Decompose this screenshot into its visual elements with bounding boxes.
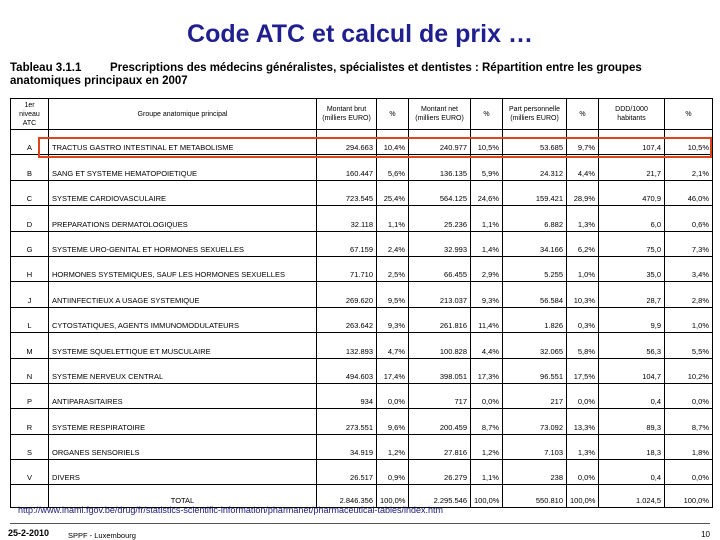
table-row [11, 180, 713, 205]
table-row [11, 383, 713, 408]
cell-group: HORMONES SYSTEMIQUES, SAUF LES HORMONES SEXUELLES [49, 256, 317, 281]
cell-personal: 5.255 [503, 256, 567, 281]
cell-group: SYSTEME RESPIRATOIRE [49, 409, 317, 434]
cell-ddd: 104,7 [599, 358, 665, 383]
cell-net-pct: 1,4% [471, 231, 503, 256]
cell-ddd-pct: 1,0% [665, 307, 713, 332]
cell-gross-pct: 9,6% [377, 409, 409, 434]
cell-gross-pct: 0,0% [377, 383, 409, 408]
cell-net: 213.037 [409, 282, 471, 307]
cell-ddd-pct: 0,0% [665, 383, 713, 408]
cell-gross: 723.545 [317, 180, 377, 205]
cell-group: TRACTUS GASTRO INTESTINAL ET METABOLISME [49, 130, 317, 155]
cell-personal: 6.882 [503, 206, 567, 231]
cell-atc-code: S [11, 434, 49, 459]
cell-atc-code: R [11, 409, 49, 434]
cell-personal-pct: 17,5% [567, 358, 599, 383]
cell-group: SYSTEME URO-GENITAL ET HORMONES SEXUELLES [49, 231, 317, 256]
col-header-gross-pct: % [377, 99, 409, 130]
cell-net-pct: 10,5% [471, 130, 503, 155]
cell-gross-pct: 100,0% [377, 485, 409, 508]
table-row [11, 155, 713, 180]
cell-personal: 73.092 [503, 409, 567, 434]
cell-personal: 34.166 [503, 231, 567, 256]
cell-personal-pct: 1,3% [567, 434, 599, 459]
cell-personal: 550.810 [503, 485, 567, 508]
cell-gross: 494.603 [317, 358, 377, 383]
cell-net: 66.455 [409, 256, 471, 281]
cell-personal: 96.551 [503, 358, 567, 383]
cell-group: ORGANES SENSORIELS [49, 434, 317, 459]
col-header-ddd-pct: % [665, 99, 713, 130]
total-label: TOTAL [49, 485, 317, 508]
cell-gross: 934 [317, 383, 377, 408]
cell-atc-code: M [11, 333, 49, 358]
cell-group: SYSTEME CARDIOVASCULAIRE [49, 180, 317, 205]
cell-gross-pct: 25,4% [377, 180, 409, 205]
cell-net-pct: 1,1% [471, 460, 503, 485]
cell-ddd: 9,9 [599, 307, 665, 332]
table-row [11, 282, 713, 307]
cell-net: 564.125 [409, 180, 471, 205]
cell-atc-code: J [11, 282, 49, 307]
cell-gross: 269.620 [317, 282, 377, 307]
col-header-net-pct: % [471, 99, 503, 130]
cell-gross: 32.118 [317, 206, 377, 231]
cell-personal: 24.312 [503, 155, 567, 180]
cell-atc-code: L [11, 307, 49, 332]
cell-ddd: 21,7 [599, 155, 665, 180]
cell-atc-code: G [11, 231, 49, 256]
cell-atc-code: B [11, 155, 49, 180]
cell-group: ANTIPARASITAIRES [49, 383, 317, 408]
cell-gross-pct: 2,4% [377, 231, 409, 256]
cell-personal: 1.826 [503, 307, 567, 332]
cell-net-pct: 5,9% [471, 155, 503, 180]
slide-title: Code ATC et calcul de prix … [187, 20, 533, 48]
cell-ddd-pct: 8,7% [665, 409, 713, 434]
cell-ddd: 18,3 [599, 434, 665, 459]
cell-net-pct: 100,0% [471, 485, 503, 508]
cell-personal: 159.421 [503, 180, 567, 205]
cell-personal: 238 [503, 460, 567, 485]
cell-ddd-pct: 5,5% [665, 333, 713, 358]
cell-gross: 294.663 [317, 130, 377, 155]
cell-net: 2.295.546 [409, 485, 471, 508]
cell-gross-pct: 0,9% [377, 460, 409, 485]
cell-ddd-pct: 1,8% [665, 434, 713, 459]
cell-personal-pct: 0,0% [567, 460, 599, 485]
cell-personal: 217 [503, 383, 567, 408]
cell-group: PREPARATIONS DERMATOLOGIQUES [49, 206, 317, 231]
cell-group: SYSTEME NERVEUX CENTRAL [49, 358, 317, 383]
cell-net-pct: 0,0% [471, 383, 503, 408]
cell-gross-pct: 2,5% [377, 256, 409, 281]
cell-gross-pct: 10,4% [377, 130, 409, 155]
table-row [11, 358, 713, 383]
cell-gross-pct: 9,3% [377, 307, 409, 332]
cell-net: 261.816 [409, 307, 471, 332]
cell-net: 240.977 [409, 130, 471, 155]
table-row [11, 333, 713, 358]
cell-personal: 56.584 [503, 282, 567, 307]
cell-personal-pct: 6,2% [567, 231, 599, 256]
cell-ddd-pct: 10,5% [665, 130, 713, 155]
col-header-personal: Part personnelle (milliers EURO) [503, 99, 567, 130]
cell-net-pct: 1,1% [471, 206, 503, 231]
cell-net: 136.135 [409, 155, 471, 180]
table-caption [10, 62, 715, 88]
cell-net-pct: 17,3% [471, 358, 503, 383]
cell-atc-code: V [11, 460, 49, 485]
cell-ddd: 89,3 [599, 409, 665, 434]
atc-price-table [10, 98, 713, 508]
cell-group: ANTIINFECTIEUX A USAGE SYSTEMIQUE [49, 282, 317, 307]
cell-net: 398.051 [409, 358, 471, 383]
cell-personal-pct: 28,9% [567, 180, 599, 205]
table-row [11, 307, 713, 332]
cell-group: CYTOSTATIQUES, AGENTS IMMUNOMODULATEURS [49, 307, 317, 332]
cell-ddd-pct: 3,4% [665, 256, 713, 281]
cell-ddd: 6,0 [599, 206, 665, 231]
cell-group: SANG ET SYSTEME HEMATOPOIETIQUE [49, 155, 317, 180]
cell-gross: 132.893 [317, 333, 377, 358]
cell-atc-code: D [11, 206, 49, 231]
cell-ddd-pct: 10,2% [665, 358, 713, 383]
caption-number: Tableau 3.1.1 [10, 62, 82, 74]
cell-personal-pct: 5,8% [567, 333, 599, 358]
cell-net-pct: 1,2% [471, 434, 503, 459]
table-row [11, 409, 713, 434]
cell-personal: 7.103 [503, 434, 567, 459]
cell-net-pct: 2,9% [471, 256, 503, 281]
cell-net: 100.828 [409, 333, 471, 358]
cell-net: 27.816 [409, 434, 471, 459]
cell-net: 26.279 [409, 460, 471, 485]
cell-ddd-pct: 100,0% [665, 485, 713, 508]
cell-ddd: 0,4 [599, 383, 665, 408]
cell-gross: 2.846.356 [317, 485, 377, 508]
cell-personal-pct: 10,3% [567, 282, 599, 307]
cell-personal-pct: 0,3% [567, 307, 599, 332]
cell-personal-pct: 13,3% [567, 409, 599, 434]
cell-net-pct: 24,6% [471, 180, 503, 205]
cell-personal: 32.065 [503, 333, 567, 358]
cell-gross-pct: 9,5% [377, 282, 409, 307]
cell-atc-code: C [11, 180, 49, 205]
cell-ddd: 28,7 [599, 282, 665, 307]
cell-ddd: 56,3 [599, 333, 665, 358]
cell-ddd: 0,4 [599, 460, 665, 485]
table-body [11, 130, 713, 508]
cell-ddd-pct: 46,0% [665, 180, 713, 205]
cell-personal-pct: 1,3% [567, 206, 599, 231]
cell-personal-pct: 9,7% [567, 130, 599, 155]
cell-gross: 67.159 [317, 231, 377, 256]
cell-net-pct: 4,4% [471, 333, 503, 358]
col-header-ddd: DDD/1000 habitants [599, 99, 665, 130]
cell-personal: 53.685 [503, 130, 567, 155]
cell-gross: 160.447 [317, 155, 377, 180]
cell-ddd: 470,9 [599, 180, 665, 205]
cell-net: 32.993 [409, 231, 471, 256]
table-row [11, 460, 713, 485]
cell-atc-code: P [11, 383, 49, 408]
cell-personal-pct: 4,4% [567, 155, 599, 180]
cell-gross-pct: 4,7% [377, 333, 409, 358]
cell-atc-code: H [11, 256, 49, 281]
table-row [11, 206, 713, 231]
cell-net: 200.459 [409, 409, 471, 434]
col-header-personal-pct: % [567, 99, 599, 130]
cell-atc-code: N [11, 358, 49, 383]
page-number: 10 [701, 530, 710, 539]
source-link[interactable]: http://www.inami.fgov.be/drug/fr/statistics-scientific-information/pharmanet/pharmaceutical-tables/index.htm [18, 505, 444, 515]
cell-group: SYSTEME SQUELETTIQUE ET MUSCULAIRE [49, 333, 317, 358]
cell-ddd: 1.024,5 [599, 485, 665, 508]
footer-date: 25-2-2010 [8, 528, 50, 538]
cell-ddd-pct: 7,3% [665, 231, 713, 256]
cell-net: 717 [409, 383, 471, 408]
cell-ddd: 107,4 [599, 130, 665, 155]
table-row [11, 256, 713, 281]
cell-gross-pct: 17,4% [377, 358, 409, 383]
cell-ddd-pct: 0,0% [665, 460, 713, 485]
table-header-row [11, 99, 713, 130]
table-row [11, 434, 713, 459]
cell-group: DIVERS [49, 460, 317, 485]
footer-org: SPPF - Luxembourg [68, 531, 136, 540]
cell-ddd: 75,0 [599, 231, 665, 256]
caption-text: Prescriptions des médecins généralistes, spécialistes et dentistes : Répartition entre les groupes anatomiques principaux en 2007 [10, 62, 642, 87]
cell-personal-pct: 0,0% [567, 383, 599, 408]
cell-ddd-pct: 2,1% [665, 155, 713, 180]
cell-gross-pct: 1,1% [377, 206, 409, 231]
cell-gross: 34.919 [317, 434, 377, 459]
cell-ddd-pct: 2,8% [665, 282, 713, 307]
cell-gross: 26.517 [317, 460, 377, 485]
cell-personal-pct: 1,0% [567, 256, 599, 281]
cell-ddd-pct: 0,6% [665, 206, 713, 231]
col-header-group: Groupe anatomique principal [49, 99, 317, 130]
cell-personal-pct: 100,0% [567, 485, 599, 508]
table-row [11, 231, 713, 256]
cell-net-pct: 9,3% [471, 282, 503, 307]
cell-net-pct: 8,7% [471, 409, 503, 434]
cell-gross: 71.710 [317, 256, 377, 281]
highlight-box [38, 137, 712, 158]
cell-gross: 273.551 [317, 409, 377, 434]
col-header-atc: 1er niveau ATC [11, 99, 49, 130]
footer-divider [10, 523, 710, 524]
col-header-gross: Montant brut (milliers EURO) [317, 99, 377, 130]
cell-net-pct: 11,4% [471, 307, 503, 332]
cell-gross-pct: 1,2% [377, 434, 409, 459]
cell-ddd: 35,0 [599, 256, 665, 281]
cell-gross: 263.642 [317, 307, 377, 332]
cell-net: 25.236 [409, 206, 471, 231]
cell-atc-code: A [11, 130, 49, 155]
cell-gross-pct: 5,6% [377, 155, 409, 180]
col-header-net: Montant net (milliers EURO) [409, 99, 471, 130]
